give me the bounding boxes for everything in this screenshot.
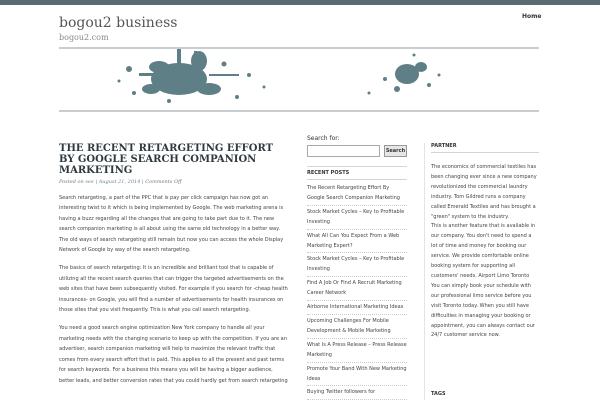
recent-posts-heading: RECENT POSTS — [307, 166, 407, 180]
recent-post-link[interactable]: What All Can You Expect From a Web Marketing Expert? — [307, 230, 407, 254]
search-label: Search for: — [307, 135, 340, 142]
partner-text — [431, 163, 539, 341]
post-date-link[interactable]: August 21, 2014 — [98, 179, 141, 185]
post-body — [59, 193, 289, 386]
site-tagline: bogou2.com — [59, 33, 109, 42]
tags-heading: TAGS — [431, 391, 446, 397]
recent-post-link[interactable]: The Recent Retargeting Effort By Google Search Companion Marketing — [307, 182, 407, 206]
ink-splatter-image — [59, 49, 539, 110]
sidebar-middle — [307, 135, 407, 400]
post-author-link[interactable]: see — [85, 179, 94, 185]
top-rule — [0, 0, 600, 5]
partner-heading: PARTNER — [431, 143, 539, 153]
search-form — [307, 145, 407, 157]
post — [59, 143, 289, 394]
recent-post-link[interactable]: Upcoming Challenges For Mobile Development & Mobile Marketing — [307, 315, 407, 339]
recent-post-link[interactable]: Find A Job Or Find A Recruit Marketing Career Network — [307, 277, 407, 301]
recent-post-link[interactable]: Promote Your Band With New Marketing Ideas — [307, 363, 407, 387]
recent-post-link[interactable]: Stock Market Cycles – Key to Profitable Investing — [307, 253, 407, 277]
post-meta — [59, 179, 289, 185]
header-banner — [59, 47, 539, 112]
recent-post-link[interactable]: What Is A Press Release – Press Release Marketing — [307, 339, 407, 363]
post-paragraph: The basics of search retargeting: It is an incredible and brilliant tool that is capable of utilizing all the recent search queries that can trigger the targeted advertisements on the web sites that have been subsequently visited. For example if you search for -cheap health insurances- on Google, you will find a number of advertisements for health insurances on those sites that you visit frequently. This is what you call search retargeting. — [59, 265, 288, 314]
post-meta-prefix: Posted on — [59, 179, 84, 185]
search-button[interactable]: Search — [384, 145, 407, 157]
partner-paragraph: The economics of commercial textiles has been changing ever since a new company revolutionized the commercial laundry industry. Tom Gildred runs a company called Emerald Textiles and has brought a "green" system to the industry. — [431, 164, 537, 220]
recent-post-link[interactable]: Airborne International Marketing Ideas — [307, 301, 407, 315]
sidebar-right — [424, 143, 539, 400]
nav-home-link[interactable]: Home — [522, 13, 542, 20]
post-meta-separator: | — [95, 179, 98, 185]
post-paragraph: Search retargeting, a part of the PPC that is pay per click campaign has now got an interesting twist to it which is being implemented by Google. The web marketing arena is having a buzz regarding all the changes that are going to take part due to it. The new search companion marketing is all about using the same old technology in a better way. The old ways of search retargeting still remain but now you can access the whole Display Network of Google by way of the search retargeting. — [59, 195, 284, 254]
post-comments-status: Comments Off — [145, 179, 182, 185]
post-title[interactable]: THE RECENT RETARGETING EFFORT BY GOOGLE SEARCH COMPANION MARKETING — [59, 143, 274, 176]
search-input[interactable] — [307, 145, 380, 157]
recent-post-link[interactable]: Buying Twitter followers for — [307, 386, 407, 400]
site-title[interactable]: bogou2 business — [59, 15, 178, 31]
recent-posts-list — [307, 182, 407, 400]
post-meta-separator: | — [141, 179, 144, 185]
post-paragraph: You need a good search engine optimization New York company to handle all your marketing needs with the changing scenario to keep up with the competition. If you are an advertiser, search companion marketing will help to maximize the relevant traffic that comes from every search effort that is paid. This applies to all the present and past terms for search keywords. For a business this means you will be having a bigger audience, better leads, and better conversion rates that you could hardly get from search retargeting — [59, 325, 288, 384]
recent-post-link[interactable]: Stock Market Cycles – Key to Profitable Investing — [307, 206, 407, 230]
partner-paragraph: This is another feature that is available in our company. You don't need to spend a lot of time and money for booking our service. We provide comfortable online booking system for supporting all customers' needs. Airport Limo Toronto You can simply book your schedule with our professional limo service before you visit Toronto today. When you still have difficulties in managing your booking or appointment, you can always contact our 24/7 customer service now. — [431, 223, 536, 339]
